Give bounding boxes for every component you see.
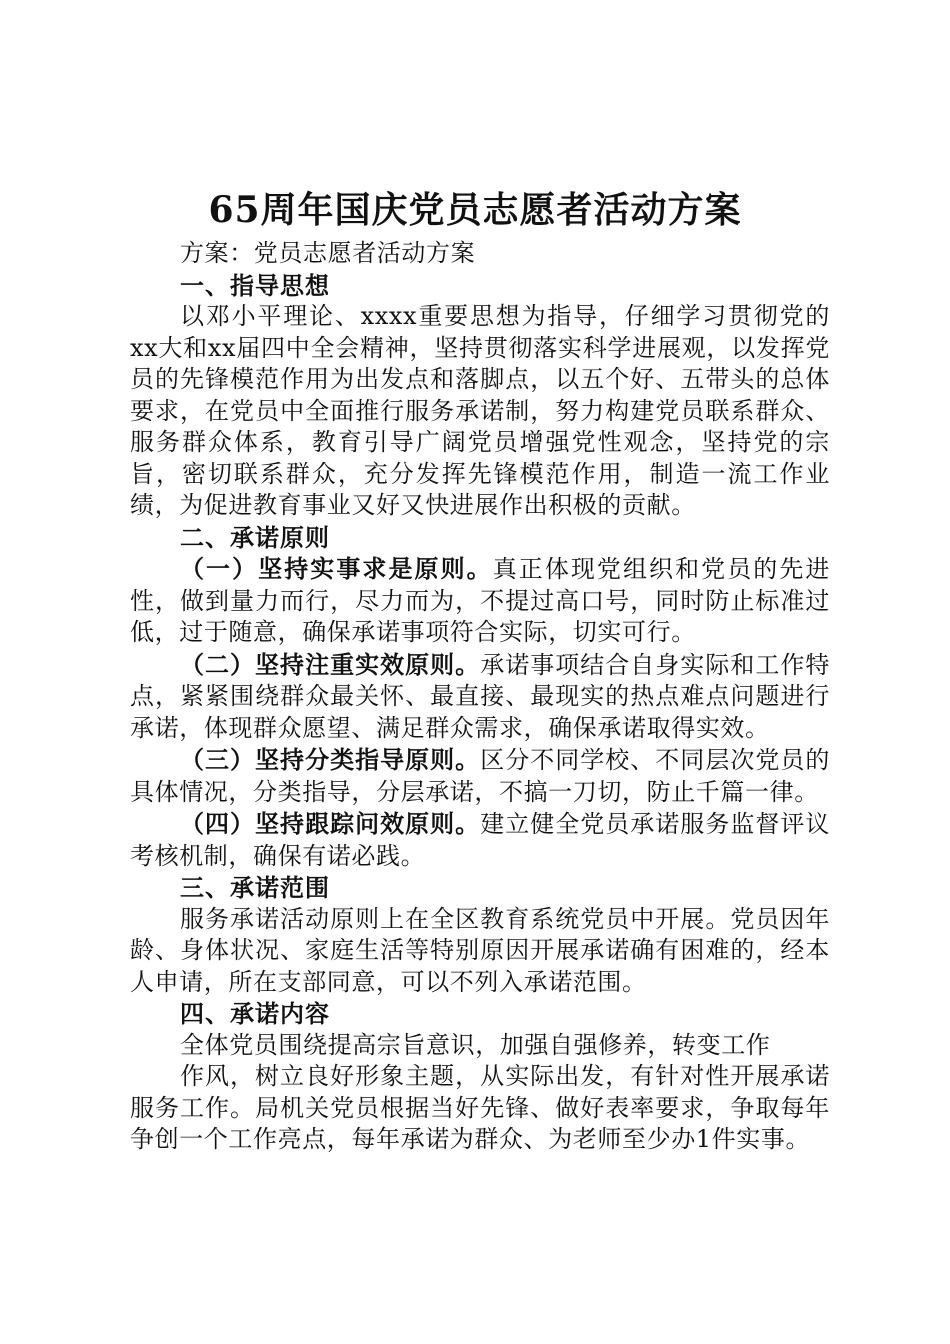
principle-item: [130, 744, 830, 808]
principle-item: [130, 553, 830, 649]
section-text-scope: 服务承诺活动原则上在全区教育系统党员中开展。党员因年龄、身体状况、家庭生活等特别原因开展承诺确有困难的，经本人申请，所在支部同意，可以不列入承诺范围。: [130, 904, 830, 996]
document-body: [130, 238, 830, 1156]
section-heading-guiding-thought: 一、指导思想: [180, 270, 330, 300]
principle-text: 建立健全党员承诺服务监督评议考核机制，确保有诺必践。: [130, 810, 830, 870]
principle-lead: （三）坚持分类指导原则。: [180, 745, 481, 774]
section-heading-scope: 三、承诺范围: [180, 873, 330, 902]
section-text-guiding-thought: 以邓小平理论、xxxx重要思想为指导，仔细学习贯彻党的xx大和xx届四中全会精神，坚持贯彻落实科学进展观，以发挥党员的先锋模范作用为出发点和落脚点，以五个好、五带头的总体要求，在党员中全面推行服务承诺制，努力构建党员联系群众、服务群众体系，教育引导广阔党员增强党性观念，坚持党的宗旨，密切联系群众，充分发挥先锋模范作用，制造一流工作业绩，为促进教育事业又好又快进展作出积极的贡献。: [130, 302, 830, 519]
principle-lead: （二）坚持注重实效原则。: [180, 649, 481, 679]
principle-text: 承诺事项结合自身实际和工作特点，紧紧围绕群众最关怀、最直接、最现实的热点难点问题进行承诺，体现群众愿望、满足群众需求，确保承诺取得实效。: [130, 650, 830, 742]
principle-lead: （四）坚持跟踪问效原则。: [180, 809, 481, 838]
section-heading-content: 四、承诺内容: [180, 999, 330, 1028]
principle-text: 区分不同学校、不同层次党员的具体情况，分类指导，分层承诺，不搞一刀切，防止千篇一律。: [130, 746, 830, 806]
document-subtitle: 方案：党员志愿者活动方案: [180, 239, 476, 267]
principle-item: [130, 808, 830, 872]
principle-item: [130, 649, 830, 745]
principle-lead: （一）坚持实事求是原则。: [180, 554, 493, 583]
content-line-rest: 作风，树立良好形象主题，从实际出发，有针对性开展承诺服务工作。局机关党员根据当好先锋、做好表率要求，争取每年争创一个工作亮点，每年承诺为群众、为老师至少办1件实事。: [130, 1062, 830, 1153]
section-text-content: [130, 1030, 830, 1156]
document-title: 65周年国庆党员志愿者活动方案: [208, 189, 742, 231]
section-heading-principles: 二、承诺原则: [180, 522, 330, 552]
principle-text: 真正体现党组织和党员的先进性，做到量力而行，尽力而为，不提过高口号，同时防止标准过低，过于随意，确保承诺事项符合实际，切实可行。: [130, 555, 830, 646]
content-line-first: 全体党员围绕提高宗旨意识，加强自强修养，转变工作: [180, 1030, 771, 1059]
